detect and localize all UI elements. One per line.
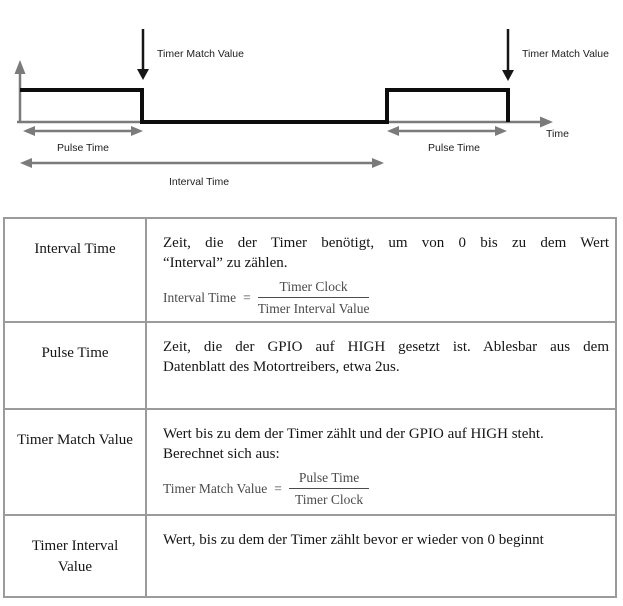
time-axis-label: Time [546,128,569,140]
table-desc-timer-match-value [147,410,615,516]
desc-line: Zeit, die der GPIO auf HIGH gesetzt ist. Ablesbar aus dem [163,339,609,355]
definition-table [3,217,617,598]
pulse-arrowhead-icon [131,126,143,136]
interval-arrowhead-icon [372,158,384,168]
desc-line: Datenblatt des Motortreibers, etwa 2us. [163,359,400,375]
formula-lhs: Timer Match Value [163,481,268,496]
table-term-timer-match-value: Timer Match Value [5,410,147,516]
desc-line: Zeit, die der Timer benötigt, um von 0 bis zu dem Wert [163,235,609,251]
pulse-arrowhead-icon [387,126,399,136]
interval-time-formula [163,278,609,317]
pulse-time-label-right: Pulse Time [428,142,480,154]
formula-equals: = [243,290,251,305]
timer-match-value-label-left: Timer Match Value [157,48,244,60]
timer-match-arrowhead-left-icon [137,69,149,80]
pulse-arrowhead-icon [23,126,35,136]
pwm-waveform [20,90,508,122]
table-desc-timer-interval-value [147,516,615,596]
table-term-pulse-time: Pulse Time [5,323,147,410]
timing-diagram [0,0,623,205]
pulse-arrowhead-icon [495,126,507,136]
formula-fraction [258,278,370,317]
table-desc-pulse-time [147,323,615,410]
table-term-timer-interval-value: Timer Interval Value [5,516,147,596]
desc-line: Berechnet sich aus: [163,446,280,462]
desc-line: “Interval” zu zählen. [163,255,288,271]
formula-lhs: Interval Time [163,290,237,305]
desc-line: Wert bis zu dem der Timer zählt und der GPIO auf HIGH steht. [163,426,544,442]
interval-arrowhead-icon [20,158,32,168]
desc-line: Wert, bis zu dem der Timer zählt bevor er wieder von 0 beginnt [163,532,544,548]
timer-match-value-label-right: Timer Match Value [522,48,609,60]
y-axis-arrowhead-icon [15,60,26,74]
formula-equals: = [274,481,282,496]
formula-numerator: Pulse Time [289,469,369,489]
formula-numerator: Timer Clock [258,278,370,298]
formula-denominator: Timer Interval Value [257,301,370,316]
table-term-interval-time: Interval Time [5,219,147,323]
timer-match-arrowhead-right-icon [502,70,514,81]
table-desc-interval-time [147,219,615,323]
pulse-time-label-left: Pulse Time [57,142,109,154]
formula-fraction [289,469,369,508]
time-axis-arrowhead-icon [540,117,553,128]
formula-denominator: Timer Clock [295,492,364,507]
timer-match-value-formula [163,469,609,508]
interval-time-label: Interval Time [168,176,230,188]
